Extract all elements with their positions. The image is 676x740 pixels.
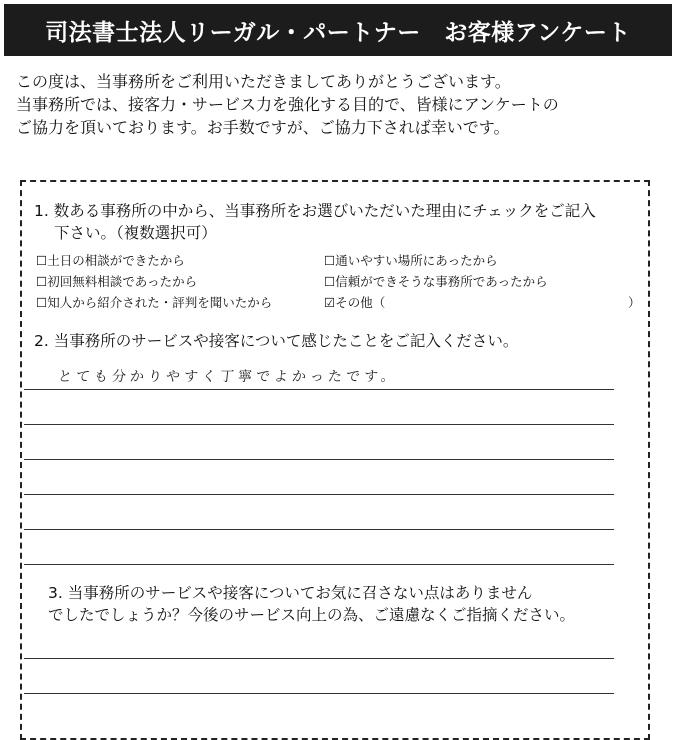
feedback-line: [24, 658, 614, 659]
option-other-close-paren: ）: [628, 295, 641, 310]
question-3-line-2: でしたでしょうか？今後のサービス向上の為、ご遠慮なくご指摘ください。: [48, 606, 576, 624]
answer-line: [24, 459, 614, 460]
option-free-first-consult[interactable]: ☐初回無料相談であったから: [36, 274, 198, 289]
answer-line: [24, 389, 614, 390]
handwritten-answer: とても分かりやすく丁寧でよかったです。: [57, 369, 400, 385]
option-weekend-consult[interactable]: ☐土日の相談ができたから: [36, 253, 185, 268]
survey-title: 司法書士法人リーガル・パートナー お客様アンケート: [4, 4, 672, 56]
feedback-line: [24, 693, 614, 694]
option-convenient-location[interactable]: ☐通いやすい場所にあったから: [324, 253, 498, 268]
intro-line: 当事務所では、接客力・サービス力を強化する目的で、皆様にアンケートの: [16, 95, 559, 114]
answer-line: [24, 529, 614, 530]
option-other-checked[interactable]: ☑その他（: [324, 295, 386, 310]
option-referral-reputation[interactable]: ☐知人から紹介された・評判を聞いたから: [36, 295, 273, 310]
question-3: [48, 582, 575, 626]
question-3-line-1: 3. 当事務所のサービスや接客についてお気に召さない点はありません: [48, 584, 533, 602]
intro-line: ご協力を頂いております。お手数ですが、ご協力下されば幸いです。: [16, 118, 510, 137]
question-1-line-1: 1. 数ある事務所の中から、当事務所をお選びいただいた理由にチェックをご記入: [34, 202, 596, 220]
answer-line: [24, 494, 614, 495]
question-1: [34, 200, 596, 244]
question-1-line-2: 下さい。（複数選択可）: [54, 224, 217, 242]
answer-line: [24, 564, 614, 565]
question-2: 2. 当事務所のサービスや接客について感じたことをご記入ください。: [34, 332, 519, 350]
option-trustworthy-office[interactable]: ☐信頼ができそうな事務所であったから: [324, 274, 548, 289]
intro-text: [16, 70, 656, 139]
intro-line: この度は、当事務所をご利用いただきましてありがとうございます。: [16, 72, 511, 91]
answer-line: [24, 424, 614, 425]
